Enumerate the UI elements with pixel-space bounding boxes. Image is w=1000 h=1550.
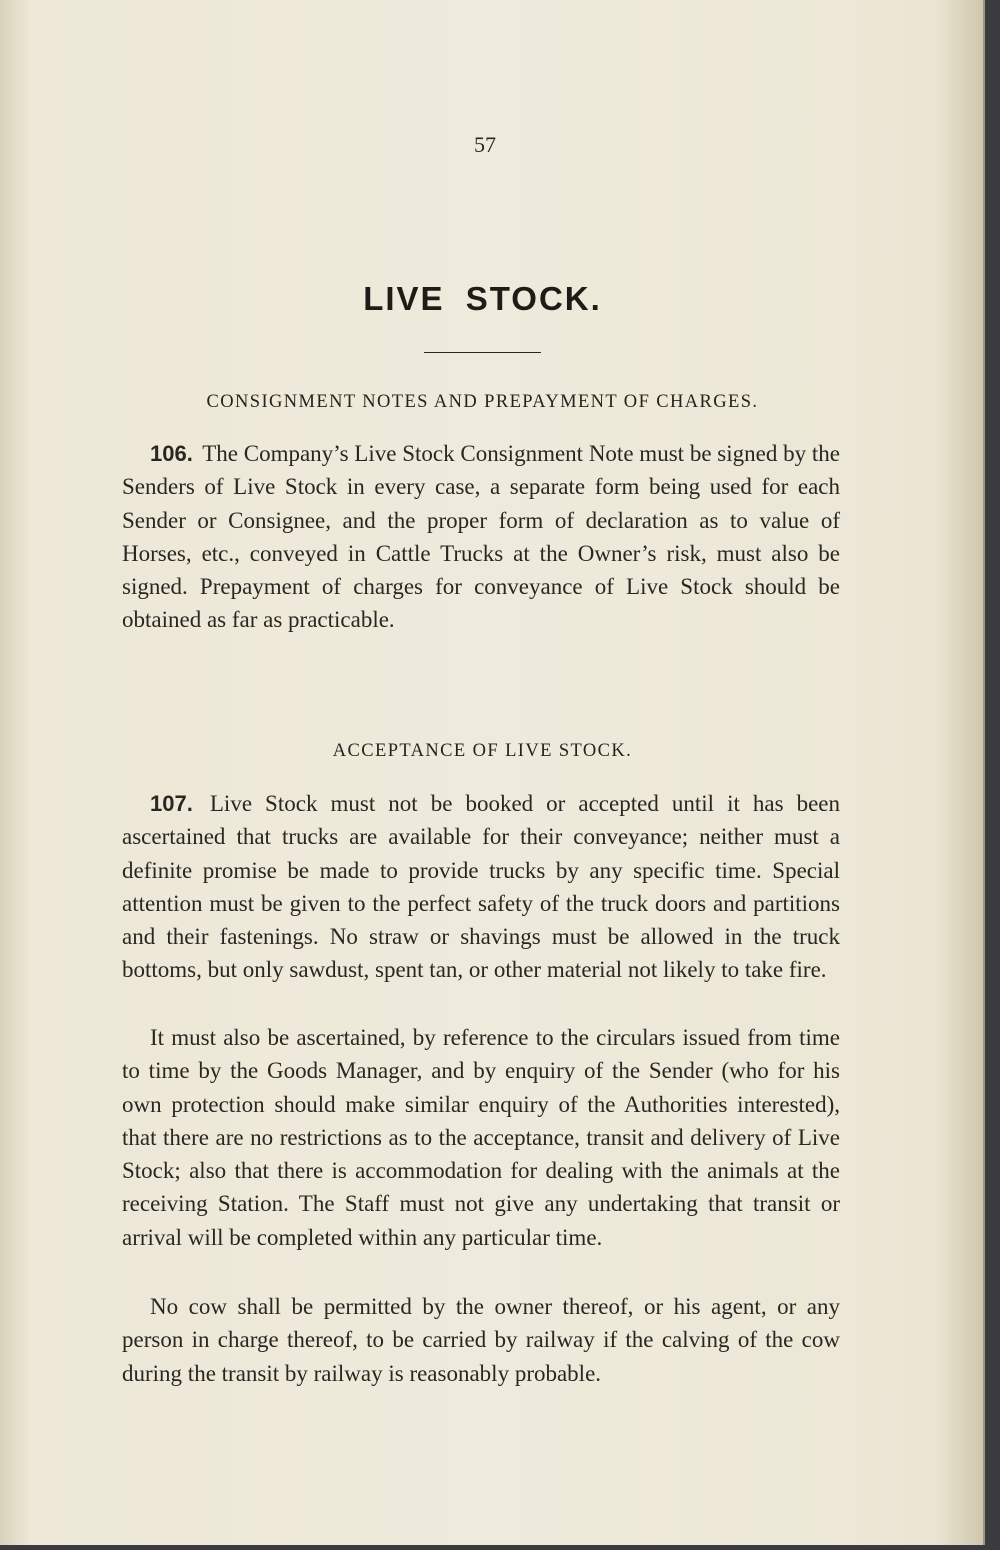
paragraph-107-text: Live Stock must not be booked or accepted until it has been ascertained that trucks are available for their conveyance; neither must a definite promise be made to provide trucks by any specific time. Special attention must be given to the perfect safety of the truck doors and partitions and their fastenings. No straw or shavings must be allowed in the truck bottoms, but only sawdust, spent tan, or other material not likely to take fire. (122, 791, 840, 983)
paragraph-107-cow-rule (122, 1290, 840, 1390)
paragraph-107-second-text: It must also be ascertained, by reference to the circulars issued from time to time by the Goods Manager, and by enquiry of the Sender (who for his own protection should make similar enquiry of the Authorities interested), that there are no restrictions as to the acceptance, transit and delivery of Live Stock; also that there is accommodation for dealing with the animals at the receiving Station. The Staff must not give any undertaking that transit or arrival will be completed within any particular time. (122, 1025, 840, 1250)
page-title: LIVE STOCK. (363, 280, 602, 317)
paragraph-number-107: 107. (150, 791, 193, 816)
page-number: 57 (474, 132, 496, 157)
paragraph-106 (122, 437, 840, 637)
title-divider (424, 352, 541, 353)
paragraph-107 (122, 787, 840, 987)
section-heading-acceptance: ACCEPTANCE OF LIVE STOCK. (332, 741, 633, 761)
paragraph-number-106: 106. (150, 441, 193, 466)
section-heading-consignment: CONSIGNMENT NOTES AND PREPAYMENT OF CHARGES. (206, 392, 759, 412)
paragraph-107-third-text: No cow shall be permitted by the owner thereof, or his agent, or any person in charge thereof, to be carried by railway if the calving of the cow during the transit by railway is reasonably probable. (122, 1294, 840, 1386)
paragraph-107-continued (122, 1021, 840, 1254)
paragraph-106-text: The Company’s Live Stock Consignment Note must be signed by the Senders of Live Stock in every case, a separate form being used for each Sender or Consignee, and the proper form of declaration as to value of Horses, etc., conveyed in Cattle Trucks at the Owner’s risk, must also be signed. Prepayment of charges for conveyance of Live Stock should be obtained as far as practicable. (122, 441, 841, 633)
